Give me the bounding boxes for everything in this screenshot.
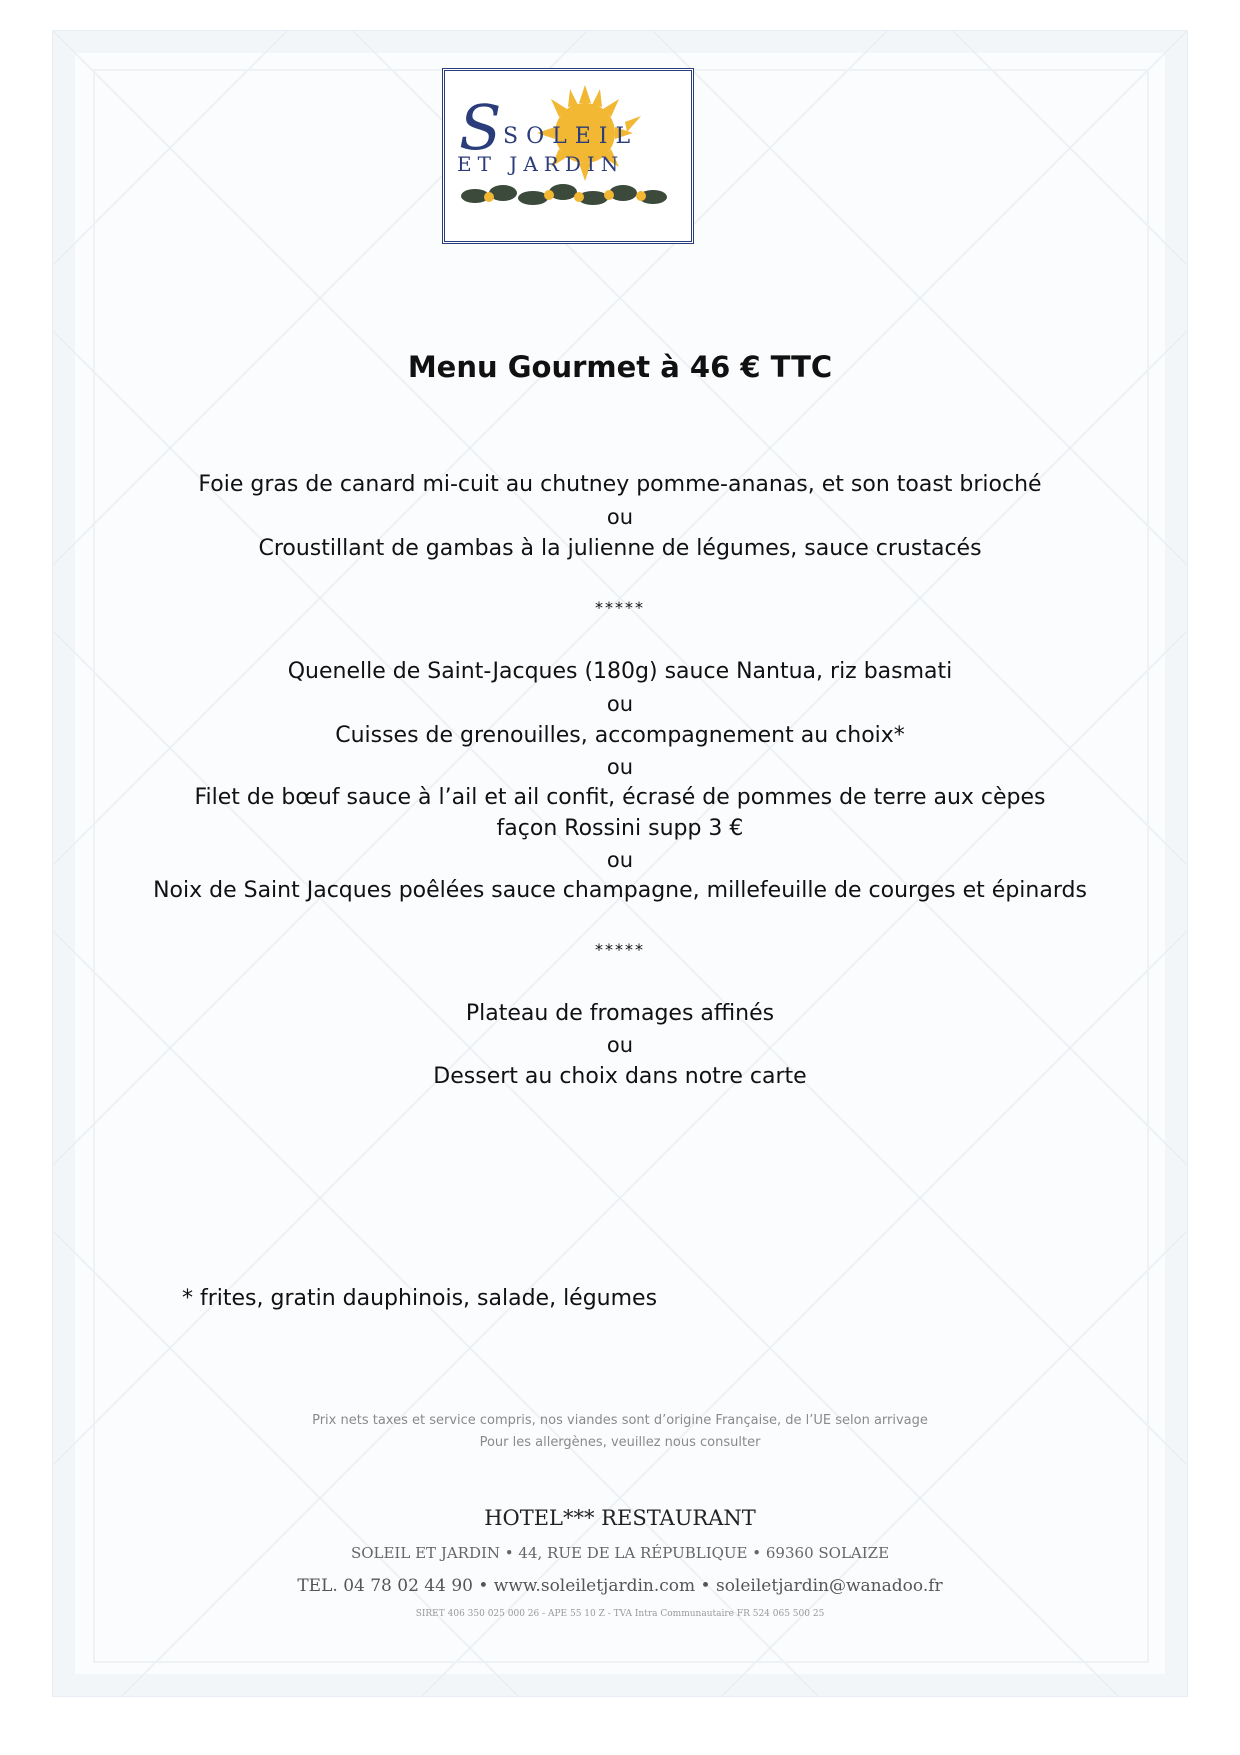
course-separator: ***** — [595, 598, 645, 617]
footer-legal: SIRET 406 350 025 000 26 - APE 55 10 Z - TVA Intra Communautaire FR 524 065 500 25 — [415, 1609, 825, 1619]
svg-text:S: S — [459, 91, 502, 164]
svg-text:ET JARDIN: ET JARDIN — [457, 152, 625, 176]
svg-text:SOLEIL: SOLEIL — [503, 124, 639, 149]
side-dishes-footnote: * frites, gratin dauphinois, salade, légumes — [182, 1286, 658, 1311]
or-label: ou — [606, 505, 634, 529]
menu-title: Menu Gourmet à 46 € TTC — [407, 350, 833, 384]
dessert-option-1: Plateau de fromages affinés — [465, 1001, 775, 1026]
or-label: ou — [606, 848, 634, 872]
footer-contact: TEL. 04 78 02 44 90 • www.soleiletjardin.com • soleiletjardin@wanadoo.fr — [297, 1576, 943, 1596]
main-option-3-supplement: façon Rossini supp 3 € — [496, 816, 744, 841]
main-option-3: Filet de bœuf sauce à l’ail et ail confit, écrasé de pommes de terre aux cèpes — [194, 785, 1046, 810]
sun-garden-logo-icon — [445, 71, 685, 235]
or-label: ou — [606, 692, 634, 716]
starter-option-2: Croustillant de gambas à la julienne de légumes, sauce crustacés — [258, 536, 982, 561]
starter-option-1: Foie gras de canard mi-cuit au chutney pomme-ananas, et son toast brioché — [198, 472, 1042, 497]
footer-address: SOLEIL ET JARDIN • 44, RUE DE LA RÉPUBLIQUE • 69360 SOLAIZE — [350, 1544, 890, 1562]
main-option-1: Quenelle de Saint-Jacques (180g) sauce Nantua, riz basmati — [287, 659, 953, 684]
main-option-2: Cuisses de grenouilles, accompagnement au choix* — [335, 723, 905, 748]
main-option-4: Noix de Saint Jacques poêlées sauce champagne, millefeuille de courges et épinards — [153, 878, 1087, 903]
or-label: ou — [606, 1033, 634, 1057]
course-separator: ***** — [595, 940, 645, 959]
restaurant-logo — [442, 68, 694, 244]
dessert-option-2: Dessert au choix dans notre carte — [433, 1064, 807, 1089]
allergen-note: Pour les allergènes, veuillez nous consulter — [479, 1435, 761, 1450]
price-note: Prix nets taxes et service compris, nos viandes sont d’origine Française, de l’UE selon arrivage — [312, 1413, 928, 1428]
or-label: ou — [606, 755, 634, 779]
footer-heading: HOTEL*** RESTAURANT — [484, 1506, 756, 1530]
